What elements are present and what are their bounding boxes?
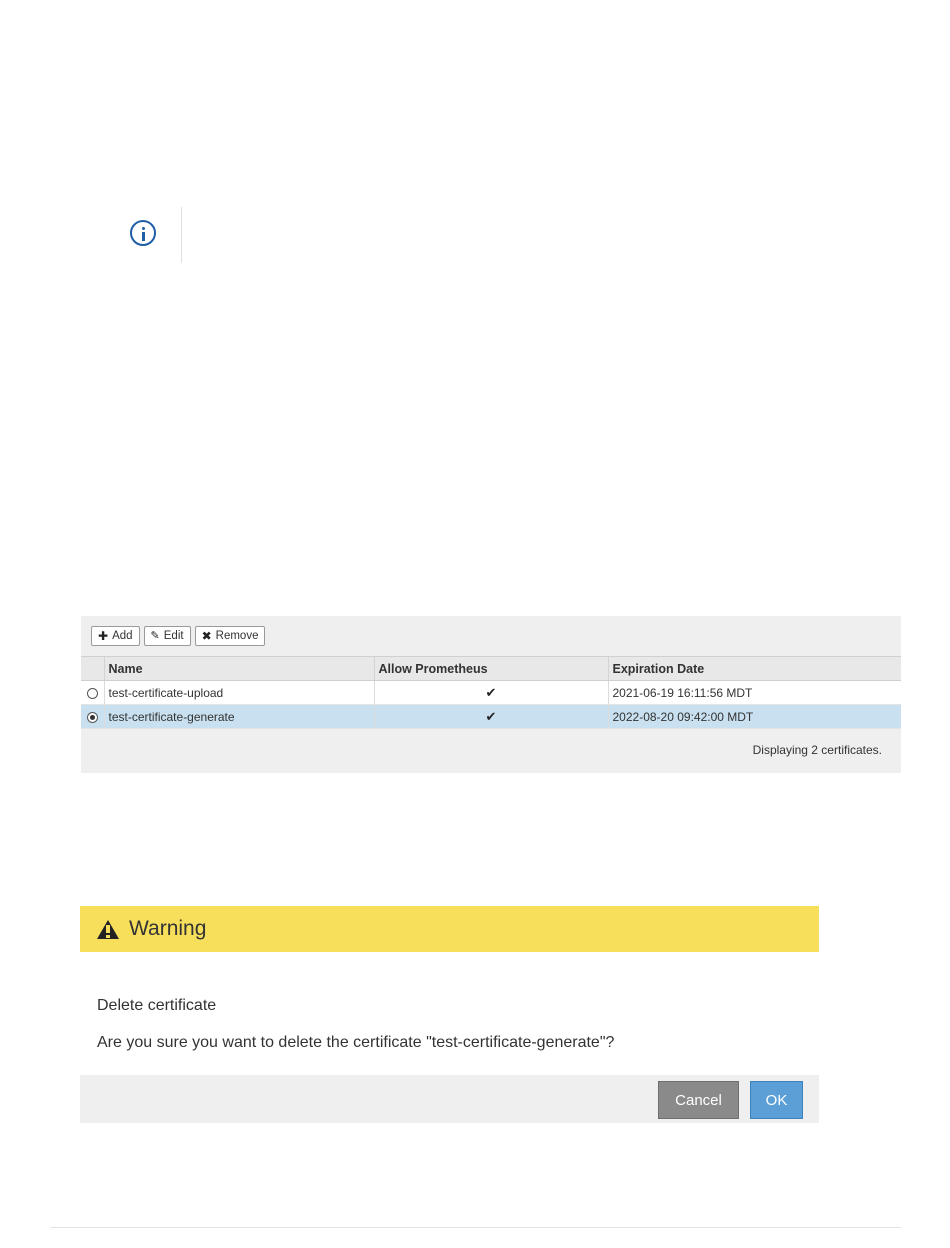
- row-radio-selected[interactable]: [87, 712, 98, 723]
- certificates-toolbar: [91, 626, 265, 646]
- dialog-message: Are you sure you want to delete the certificate "test-certificate-generate"?: [97, 1034, 615, 1051]
- edit-button-label: Edit: [163, 630, 184, 642]
- select-column-header: [81, 657, 104, 681]
- column-header-expiration-date[interactable]: Expiration Date: [608, 657, 901, 681]
- add-button-label: Add: [112, 630, 133, 642]
- column-header-allow-prometheus[interactable]: Allow Prometheus: [374, 657, 608, 681]
- column-header-name[interactable]: Name: [104, 657, 374, 681]
- certificates-table: [81, 656, 901, 729]
- certificate-count-text: Displaying 2 certificates.: [752, 743, 882, 757]
- allow-prometheus-cell: [374, 705, 608, 729]
- dialog-heading: Delete certificate: [97, 997, 217, 1014]
- dialog-footer: [80, 1075, 819, 1123]
- certificates-panel: [81, 616, 901, 773]
- table-row[interactable]: [81, 705, 901, 729]
- x-icon: ✖: [201, 629, 212, 643]
- warning-title: Warning: [129, 917, 207, 940]
- remove-button-label: Remove: [215, 630, 259, 642]
- page-footer-divider: [50, 1227, 901, 1228]
- remove-button[interactable]: [195, 626, 266, 646]
- check-icon: ✔: [485, 684, 497, 700]
- edit-button[interactable]: [144, 626, 191, 646]
- certificate-name: test-certificate-generate: [104, 705, 374, 729]
- table-header-row: [81, 657, 901, 681]
- warning-icon: [97, 920, 119, 939]
- add-button[interactable]: [91, 626, 140, 646]
- table-row[interactable]: [81, 681, 901, 705]
- certificate-name: test-certificate-upload: [104, 681, 374, 705]
- expiration-date: 2021-06-19 16:11:56 MDT: [608, 681, 901, 705]
- row-radio-cell[interactable]: [81, 681, 104, 705]
- pencil-icon: ✎: [150, 629, 160, 642]
- row-radio[interactable]: [87, 688, 98, 699]
- allow-prometheus-cell: [374, 681, 608, 705]
- check-icon: ✔: [485, 708, 497, 724]
- info-icon: [130, 220, 156, 246]
- cancel-button[interactable]: Cancel: [658, 1081, 739, 1119]
- plus-icon: ✚: [98, 629, 109, 643]
- warning-header: [80, 906, 819, 952]
- row-radio-cell[interactable]: [81, 705, 104, 729]
- ok-button[interactable]: OK: [750, 1081, 803, 1119]
- info-divider: [181, 207, 182, 263]
- expiration-date: 2022-08-20 09:42:00 MDT: [608, 705, 901, 729]
